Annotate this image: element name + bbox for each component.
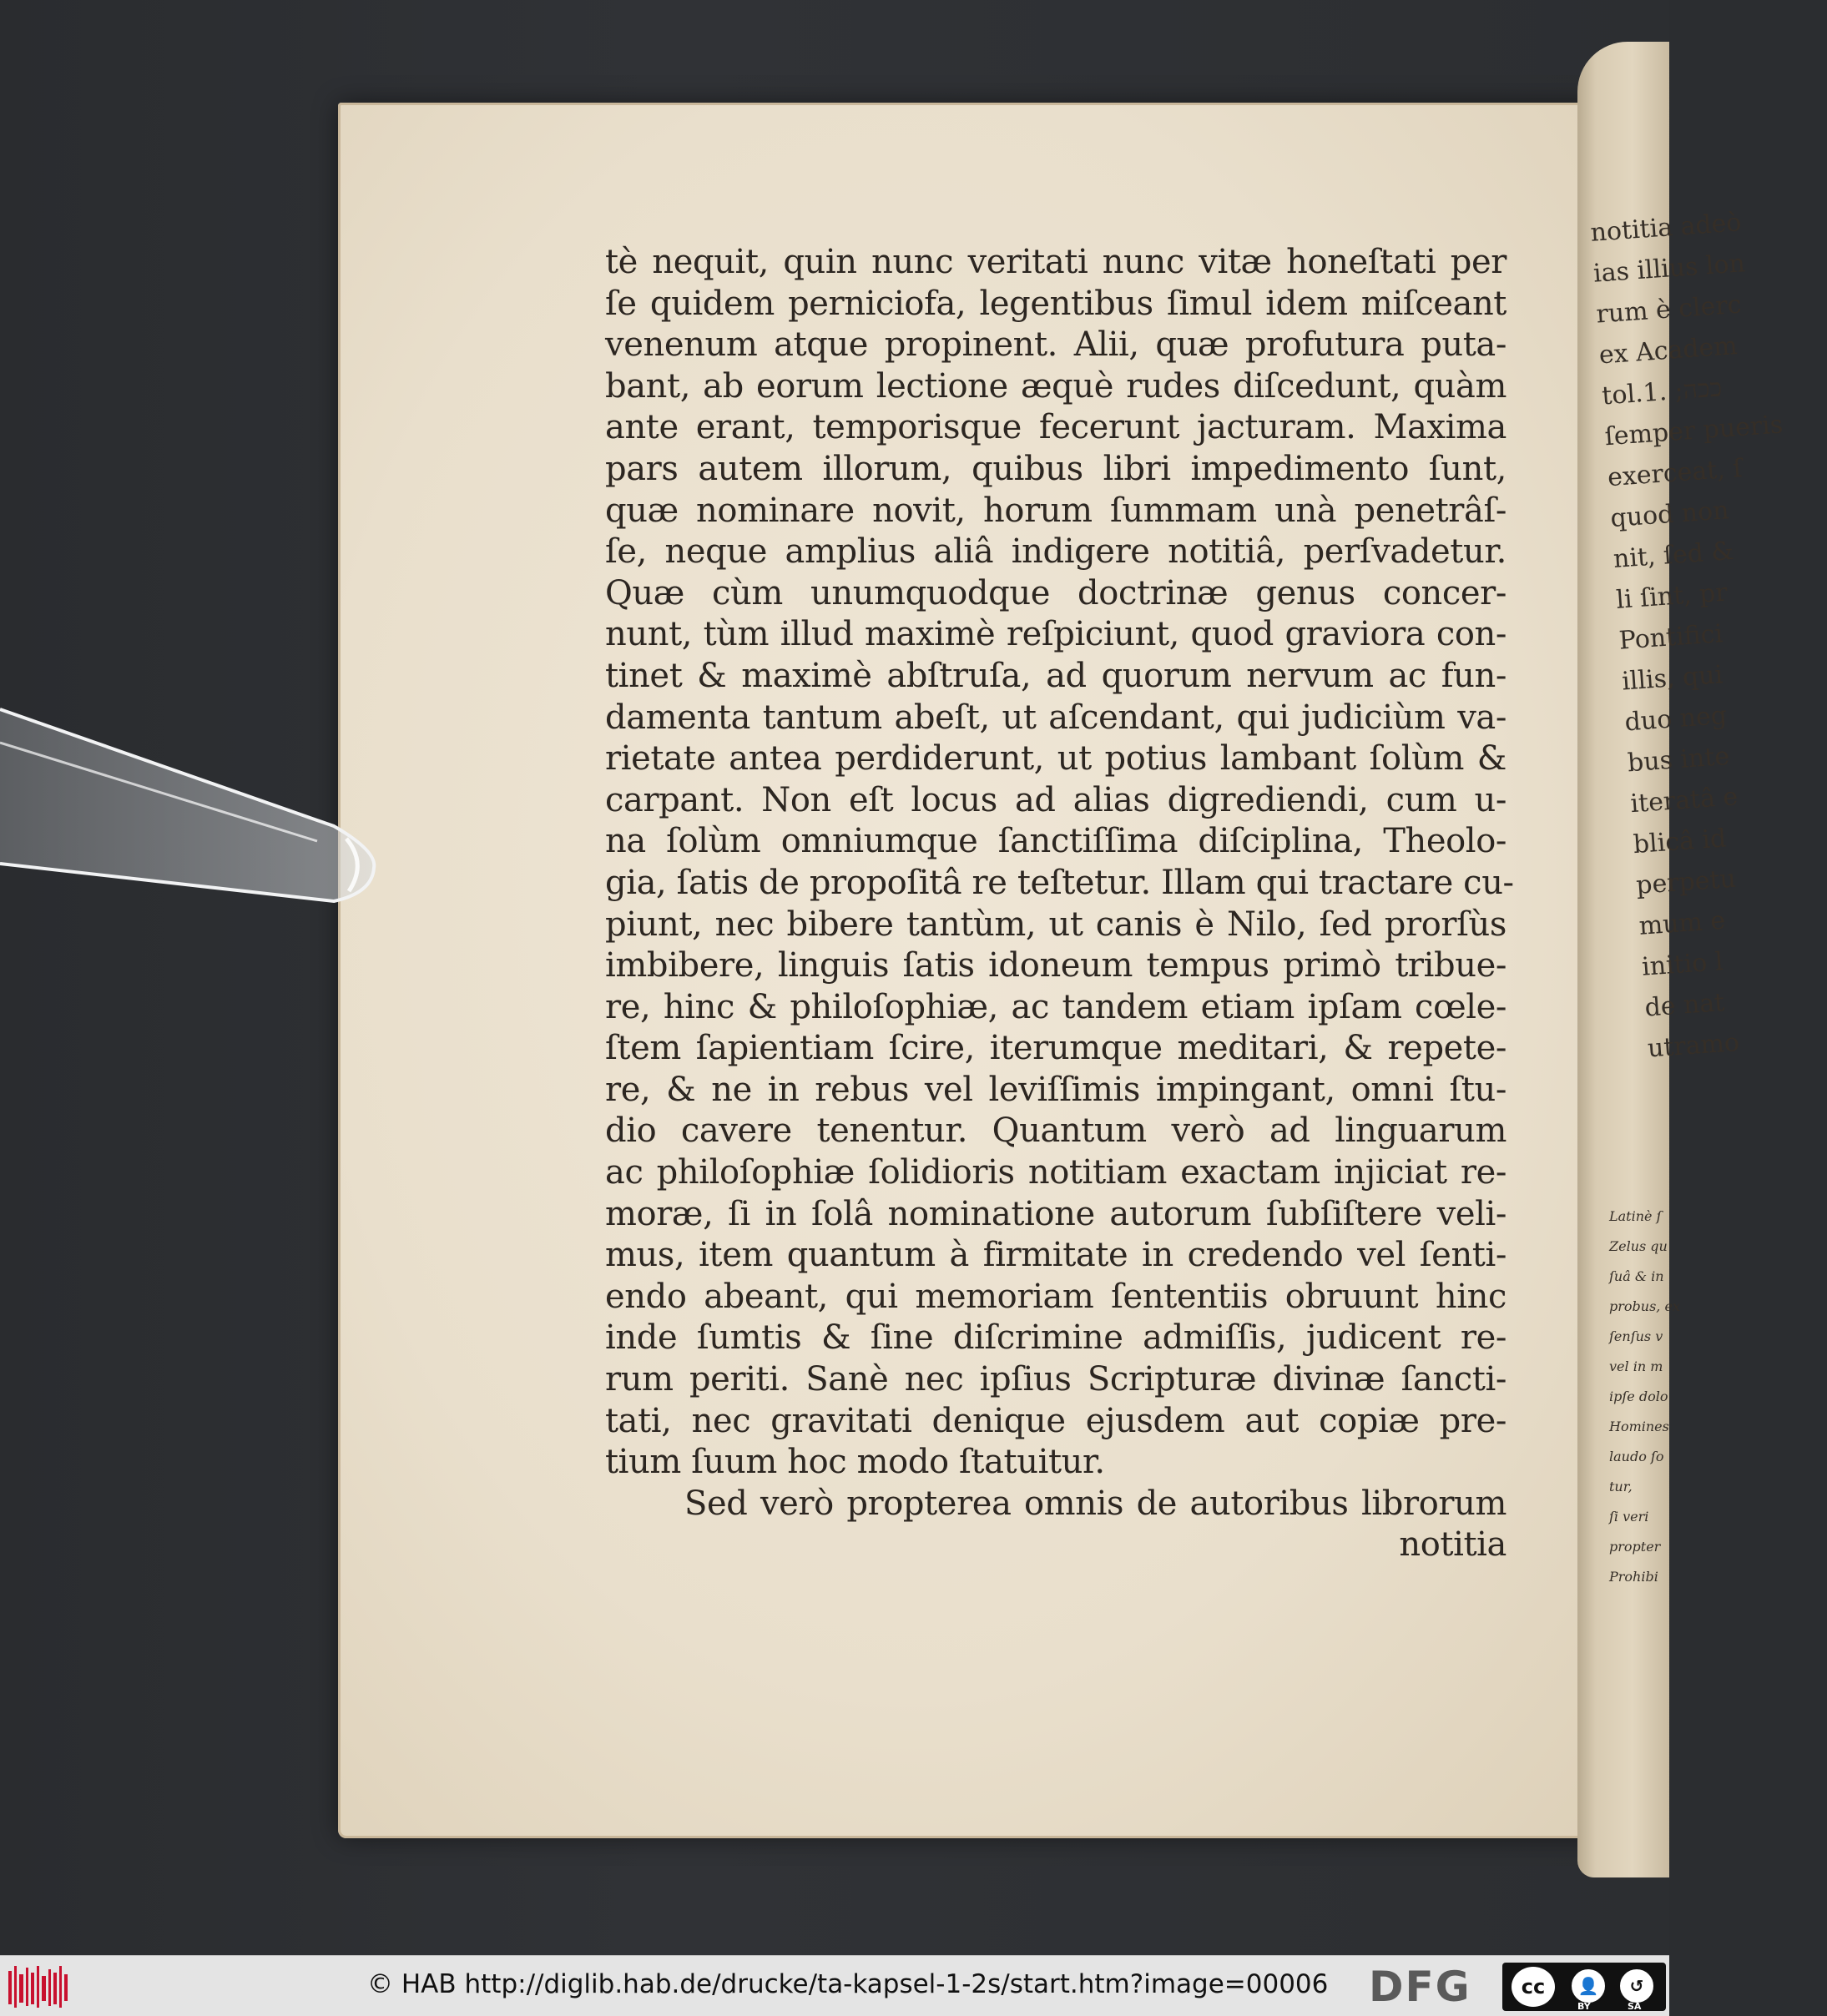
footnote-line: probus, ex: [1609, 1298, 1680, 1314]
text-line: tinet & maximè abſtruſa, ad quorum nervum ac fun-: [605, 656, 1507, 695]
facing-line: bus inte: [1626, 741, 1731, 779]
text-line: pars autem illorum, quibus libri impedimento ſunt,: [605, 449, 1507, 488]
text-line: endo abeant, qui memoriam ſententiis obruunt hinc: [605, 1277, 1507, 1316]
facing-page-edge: [1577, 42, 1784, 1877]
by-attribution-icon: 👤: [1569, 1967, 1607, 2005]
text-line: gia, ſatis de propoſitâ re teſtetur. Illam qui tractare cu-: [605, 863, 1514, 902]
by-label: BY: [1577, 2001, 1591, 2012]
text-line: ac philoſophiæ ſolidioris notitiam exactam injiciat re-: [605, 1153, 1507, 1192]
footnote-line: laudo ſo: [1609, 1449, 1664, 1464]
facing-line: duo neg: [1623, 701, 1729, 738]
facing-line: initio l: [1641, 947, 1724, 982]
footnote-line: Zelus qu: [1609, 1238, 1668, 1254]
hab-barcode-logo-icon: [7, 1964, 70, 2009]
footnote-line: Prohibi: [1609, 1569, 1658, 1585]
catchword: notitia: [1399, 1525, 1507, 1565]
text-line: bant, ab eorum lectione æquè rudes diſcedunt, quàm: [605, 366, 1507, 406]
text-line: re, & ne in rebus vel leviſſimis impingant, omni ſtu-: [605, 1070, 1507, 1109]
footnote-line: ipſe dolo: [1609, 1389, 1668, 1404]
text-line: rietate antea perdiderunt, ut potius lambant ſolùm &: [605, 739, 1507, 779]
share-alike-icon: ↺: [1618, 1967, 1656, 2005]
facing-line: notitia adeò: [1589, 208, 1743, 248]
page-holder-clip-icon: [0, 693, 384, 968]
text-line: dio cavere tenentur. Quantum verò ad linguarum: [605, 1111, 1507, 1151]
facing-line: ſemper pueris: [1603, 410, 1784, 452]
footnote-line: ſuâ & in: [1609, 1268, 1664, 1284]
text-line: mus, item quantum à firmitate in credendo vel ſenti-: [605, 1236, 1507, 1275]
text-line: moræ, ſi in ſolâ nominatione autorum ſubſiſtere veli-: [605, 1194, 1507, 1233]
cc-license-badge[interactable]: [1502, 1963, 1666, 2011]
facing-line: illis, qui: [1621, 660, 1724, 697]
facing-line: utramo: [1646, 1027, 1741, 1064]
facing-line: rum è clerc: [1595, 290, 1743, 330]
facing-line: tol.1. ;ככה: [1601, 373, 1724, 411]
text-line: na ſolùm omniumque ſanctiſſima diſciplina, Theolo-: [605, 822, 1507, 861]
text-line: Quæ cùm unumquodque doctrinæ genus concer-: [605, 573, 1507, 612]
footnote-line: ſi veri: [1609, 1509, 1649, 1525]
text-line: quæ nominare novit, horum ſummam unà penetrâſ-: [605, 491, 1507, 530]
paragraph-start-line: Sed verò propterea omnis de autoribus librorum: [684, 1484, 1507, 1523]
footnote-line: vel in m: [1609, 1358, 1663, 1374]
footnote-line: Homines: [1609, 1419, 1669, 1434]
sa-label: SA: [1628, 2001, 1642, 2012]
text-line: ſtem ſapientiam ſcire, iterumque meditari, & repete-: [605, 1029, 1507, 1068]
text-line: inde ſumtis & ſine diſcrimine admiſſis, judicent re-: [605, 1318, 1507, 1358]
facing-line: nit, ſed &: [1612, 536, 1735, 574]
text-line: carpant. Non eſt locus ad alias digrediendi, cum u-: [605, 780, 1507, 819]
footnote-line: ſenſus v: [1609, 1328, 1663, 1344]
footnote-line: tur,: [1609, 1479, 1633, 1494]
page-text-block: [605, 242, 1514, 1566]
facing-line: ias illius lon: [1592, 249, 1746, 289]
facing-line: ex Academ: [1597, 331, 1739, 370]
text-line: tati, nec gravitati denique ejusdem aut copiæ pre-: [605, 1401, 1507, 1440]
facing-line: exerceat, ſ: [1606, 454, 1744, 493]
facing-line: blicâ id: [1632, 824, 1728, 860]
facing-page-text: [1589, 206, 1784, 1069]
text-line: ſe, neque amplius aliâ indigere notitiâ, perſvadetur.: [605, 532, 1507, 572]
text-line: re, hinc & philoſophiæ, ac tandem etiam ipſam cœle-: [605, 987, 1507, 1026]
viewer-footer-bar: [0, 1955, 1669, 2016]
dfg-logo: DFG: [1369, 1963, 1471, 2011]
cc-icon: cc: [1509, 1964, 1557, 2009]
text-line: ante erant, temporisque fecerunt jacturam. Maxima: [605, 408, 1507, 447]
facing-line: perpetu: [1635, 864, 1737, 900]
text-line: nunt, tùm illud maximè reſpiciunt, quod graviora con-: [605, 615, 1507, 654]
facing-line: de nat: [1643, 988, 1726, 1023]
text-line: rum periti. Sanè nec ipſius Scripturæ divinæ ſancti-: [605, 1360, 1507, 1399]
text-line: piunt, nec bibere tantùm, ut canis è Nilo, ſed prorſùs: [605, 905, 1507, 944]
facing-line: mum e: [1638, 905, 1727, 941]
facing-line: li ſint, pr: [1615, 577, 1729, 615]
attribution-text: © HAB http://diglib.hab.de/drucke/ta-kapsel-1-2s/start.htm?image=00006: [367, 1969, 1329, 1999]
footnote-line: propter: [1609, 1539, 1661, 1555]
text-line: ſe quidem perniciofa, legentibus ſimul idem miſceant: [605, 284, 1507, 323]
text-line: venenum atque propinent. Alii, quæ profutura puta-: [605, 325, 1507, 365]
text-line: imbibere, linguis ſatis idoneum tempus primò tribue-: [605, 946, 1507, 985]
facing-line: quod non: [1609, 496, 1730, 534]
facing-line: Pontifici: [1618, 619, 1724, 656]
facing-line: iteratâ e: [1629, 782, 1739, 819]
text-line: damenta tantum abeſt, ut aſcendant, qui judiciùm va-: [605, 698, 1507, 737]
facing-page-footnotes: [1609, 1202, 1680, 1592]
footnote-line: Latinè ſ: [1609, 1208, 1662, 1224]
text-line: tè nequit, quin nunc veritati nunc vitæ honeſtati per: [605, 243, 1507, 281]
text-line: tium ſuum hoc modo ſtatuitur.: [605, 1443, 1105, 1482]
